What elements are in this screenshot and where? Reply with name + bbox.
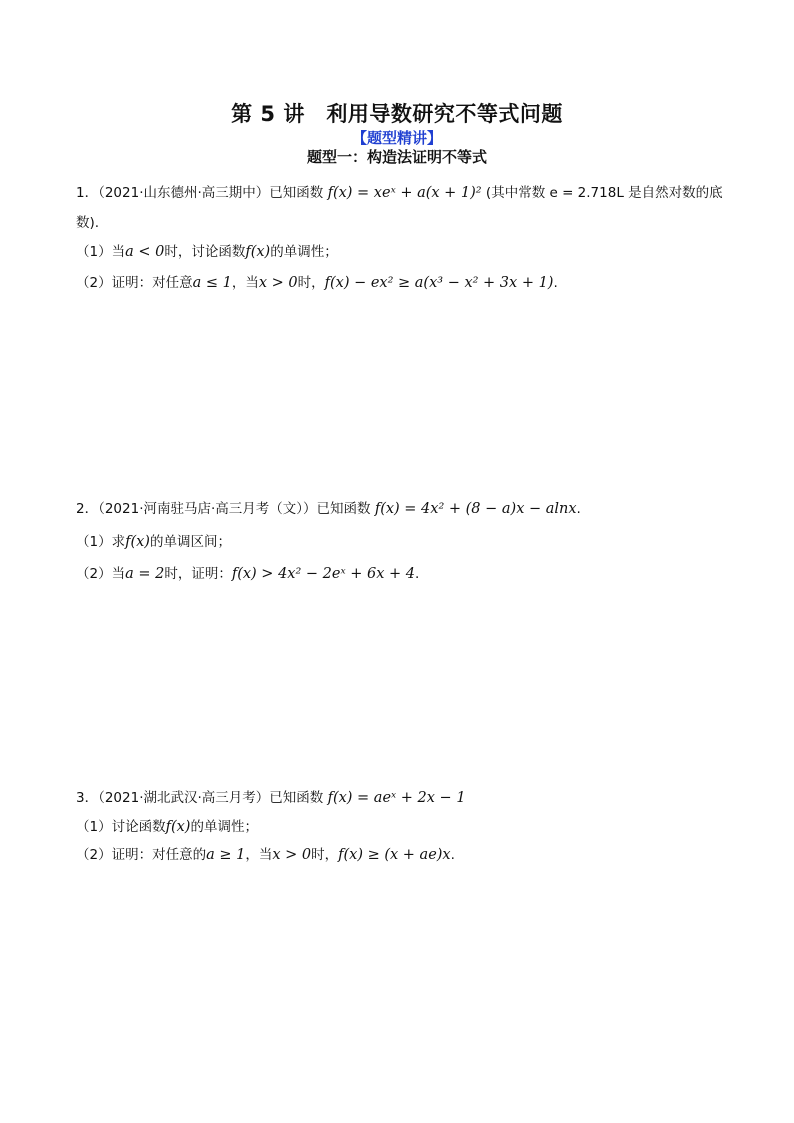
part-text: 的单调性； [270, 244, 338, 260]
problem-3-function: f(x) = aeˣ + 2x − 1 [327, 790, 466, 806]
problem-1-part-1 [76, 240, 726, 260]
part-text: . [414, 566, 420, 582]
part-text: 的单调区间； [149, 534, 231, 550]
part-text: 时，讨论函数 [164, 244, 246, 260]
part-text: . [450, 847, 455, 863]
problem-1-function: f(x) = xeˣ + a(x + 1)² [327, 185, 482, 201]
part-text: 时， [297, 275, 325, 291]
problem-2-tail: . [576, 501, 581, 517]
part-text: （2）证明：对任意的 [76, 847, 207, 863]
part-text: （2）当 [76, 566, 126, 582]
problem-1-tail: (其中常数 e = 2.718L 是自然对数的底 [485, 185, 723, 201]
section-tag: 【题型精讲】 [351, 129, 442, 147]
problem-3-part-2 [76, 843, 726, 863]
problem-2-function: f(x) = 4x² + (8 − a)x − alnx [374, 501, 577, 517]
part-text: ，当 [245, 847, 273, 863]
problem-1-stem [76, 181, 726, 201]
part-math: a = 2 [125, 566, 165, 582]
problem-3-source: 3．（2021·湖北武汉·高三月考）已知函数 [76, 790, 324, 806]
part-text: （2）证明：对任意 [76, 275, 193, 291]
part-math: f(x) ≥ (x + ae)x [338, 847, 451, 863]
part-math: x > 0 [272, 847, 312, 863]
problem-2-part-1 [76, 530, 726, 550]
page-title: 第 5 讲 利用导数研究不等式问题 [231, 102, 563, 126]
part-text: （1）求 [76, 534, 126, 550]
problem-1-part-2 [76, 271, 726, 291]
part-math: a < 0 [125, 244, 165, 260]
part-math: a ≤ 1 [192, 275, 232, 291]
problem-3-part-1 [76, 815, 726, 835]
problem-3-stem [76, 786, 726, 806]
part-text: 时，证明： [164, 566, 232, 582]
problem-1-source: 1．（2021·山东德州·高三期中）已知函数 [76, 185, 324, 201]
part-math: a ≥ 1 [206, 847, 246, 863]
problem-1-stem-cont [76, 211, 726, 231]
problem-2-source: 2．（2021·河南驻马店·高三月考（文））已知函数 [76, 501, 371, 517]
part-text: . [553, 275, 558, 291]
part-text: 的单调性； [190, 819, 258, 835]
part-text: （1）当 [76, 244, 126, 260]
part-math: f(x) [245, 244, 271, 260]
part-math: f(x) > 4x² − 2eˣ + 6x + 4 [231, 566, 415, 582]
part-math: x > 0 [258, 275, 298, 291]
part-text: 时， [311, 847, 339, 863]
part-text: ，当 [231, 275, 259, 291]
part-math: f(x) − ex² ≥ a(x³ − x² + 3x + 1) [324, 275, 554, 291]
problem-2-stem [76, 497, 726, 517]
problem-2-part-2 [76, 562, 726, 582]
part-math: f(x) [125, 534, 150, 550]
part-math: f(x) [165, 819, 191, 835]
part-text: （1）讨论函数 [76, 819, 166, 835]
problem-1-tail2: 数). [76, 215, 100, 231]
section-subtitle: 题型一：构造法证明不等式 [306, 148, 487, 166]
